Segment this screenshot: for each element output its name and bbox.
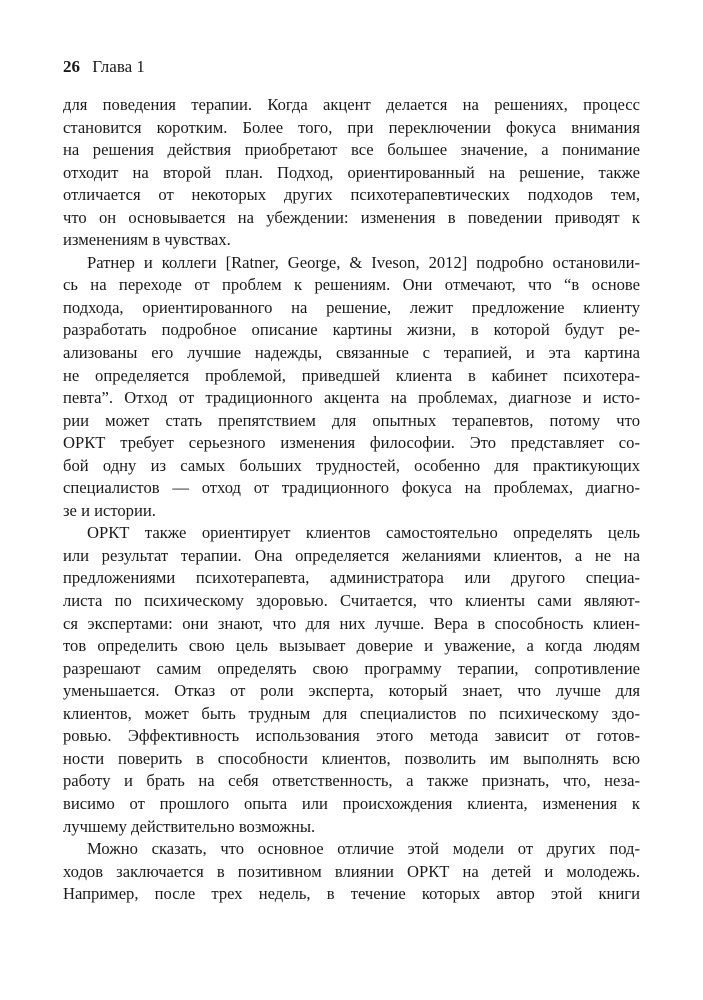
text-line: что он основывается на убеждении: изменения в поведении приводят к xyxy=(63,207,640,227)
text-line: сь на переходе от проблем к решениям. Они отмечают, что “в основе xyxy=(63,275,640,295)
text-line: или результат терапии. Она определяется желаниями клиентов, а не на xyxy=(63,545,640,565)
text-line: разработать подробное описание картины жизни, в которой будут ре- xyxy=(63,320,640,340)
running-head xyxy=(63,56,640,78)
text-line: лучшему действительно возможны. xyxy=(63,816,316,836)
text-line: отличается от некоторых других психотерапевтических подходов тем, xyxy=(63,185,640,205)
text-line: рии может стать препятствием для опытных терапевтов, потому что xyxy=(63,410,640,430)
text-line: тов определить свою цель вызывает доверие и уважение, а когда людям xyxy=(63,636,640,656)
text-line: предложениями психотерапевта, администратора или другого специа- xyxy=(63,568,640,588)
text-line: отходит на второй план. Подход, ориентированный на решение, также xyxy=(63,162,640,182)
paragraph xyxy=(63,838,640,906)
page-number: 26 xyxy=(63,57,80,76)
text-line: ности поверить в способности клиентов, позволить им выполнять всю xyxy=(63,748,640,768)
chapter-title: Глава 1 xyxy=(92,57,145,76)
text-line: становится коротким. Более того, при переключении фокуса внимания xyxy=(63,117,640,137)
body-text xyxy=(63,94,640,906)
text-line: клиентов, может быть трудным для специалистов по психическому здо- xyxy=(63,703,640,723)
text-line: изменениям в чувствах. xyxy=(63,230,231,250)
text-line: ОРКТ требует серьезного изменения философии. Это представляет со- xyxy=(63,433,640,453)
text-line: ОРКТ также ориентирует клиентов самостоятельно определять цель xyxy=(87,523,640,543)
text-line: Можно сказать, что основное отличие этой модели от других под- xyxy=(87,839,640,859)
text-line: ализованы его лучшие надежды, связанные с терапией, и эта картина xyxy=(63,343,640,363)
text-line: Например, после трех недель, в течение которых автор этой книги xyxy=(63,884,640,904)
text-line: певта”. Отход от традиционного акцента на проблемах, диагнозе и исто- xyxy=(63,388,640,408)
text-line: висимо от прошлого опыта или происхождения клиента, изменения к xyxy=(63,793,640,813)
paragraph xyxy=(63,522,640,838)
paragraph xyxy=(63,94,640,252)
text-line: разрешают самим определять свою программу терапии, сопротивление xyxy=(63,658,640,678)
text-line: листа по психическому здоровью. Считается, что клиенты сами являют- xyxy=(63,591,640,611)
text-line: Ратнер и коллеги [Ratner, George, & Iveson, 2012] подробно остановили- xyxy=(87,252,640,272)
text-line: зе и истории. xyxy=(63,500,156,520)
text-line: уменьшается. Отказ от роли эксперта, который знает, что лучше для xyxy=(63,681,640,701)
text-line: для поведения терапии. Когда акцент делается на решениях, процесс xyxy=(63,95,640,114)
book-page xyxy=(63,56,640,906)
text-line: на решения действия приобретают все большее значение, а понимание xyxy=(63,140,640,160)
text-line: ся экспертами: они знают, что для них лучше. Вера в способность клиен- xyxy=(63,613,640,633)
paragraph xyxy=(63,252,640,523)
text-line: не определяется проблемой, приведшей клиента в кабинет психотера- xyxy=(63,365,640,385)
text-line: ровью. Эффективность использования этого метода зависит от готов- xyxy=(63,726,640,746)
text-line: работу и брать на себя ответственность, а также признать, что, неза- xyxy=(63,771,640,791)
text-line: подхода, ориентированного на решение, лежит предложение клиенту xyxy=(63,297,640,317)
text-line: бой одну из самых больших трудностей, особенно для практикующих xyxy=(63,455,640,475)
text-line: ходов заключается в позитивном влиянии ОРКТ на детей и молодежь. xyxy=(63,861,640,881)
text-line: специалистов — отход от традиционного фокуса на проблемах, диагно- xyxy=(63,478,640,498)
